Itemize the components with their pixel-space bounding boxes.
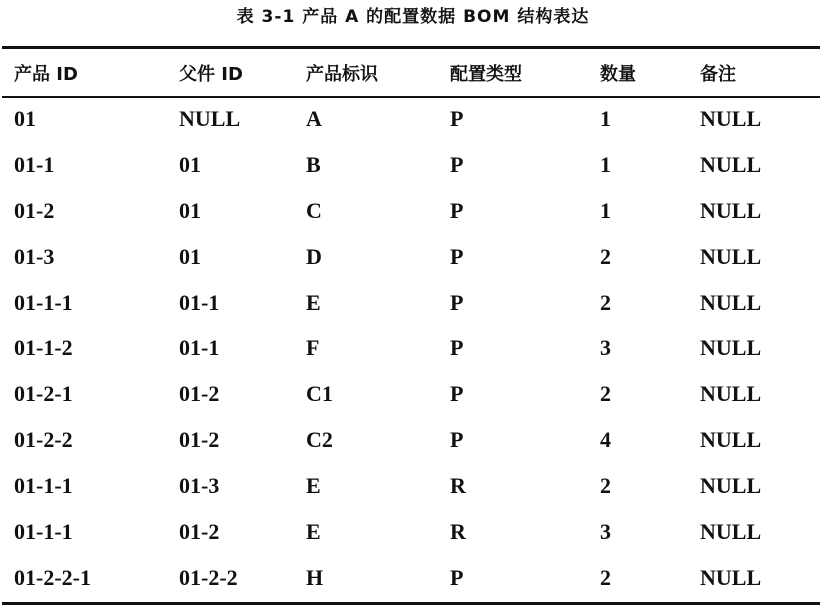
- cell-remark: NULL: [700, 473, 762, 499]
- cell-product-label: H: [306, 564, 324, 590]
- table-row: [2, 234, 820, 280]
- cell-product-id: 01-1-1: [14, 518, 73, 544]
- cell-remark: NULL: [700, 151, 762, 177]
- header-parent-id: 父件 ID: [179, 63, 243, 85]
- table-row: [2, 509, 820, 555]
- cell-config-type: P: [450, 335, 464, 361]
- cell-remark: NULL: [700, 381, 762, 407]
- cell-config-type: P: [450, 289, 464, 315]
- cell-config-type: P: [450, 197, 464, 223]
- cell-product-label: E: [306, 518, 321, 544]
- cell-parent-id: 01-2: [179, 381, 220, 407]
- cell-product-id: 01-1-2: [14, 335, 73, 361]
- header-quantity: 数量: [600, 63, 636, 85]
- table-row: [2, 325, 820, 371]
- cell-parent-id: 01-2: [179, 518, 220, 544]
- cell-product-id: 01-2: [14, 197, 55, 223]
- cell-product-id: 01-1: [14, 151, 55, 177]
- cell-product-label: C: [306, 197, 322, 223]
- cell-quantity: 2: [600, 243, 611, 269]
- cell-parent-id: NULL: [179, 105, 241, 131]
- table-body: [2, 96, 820, 601]
- cell-quantity: 3: [600, 335, 611, 361]
- cell-product-label: D: [306, 243, 322, 269]
- cell-product-label: A: [306, 105, 322, 131]
- table-row: [2, 96, 820, 142]
- cell-product-id: 01-3: [14, 243, 55, 269]
- table-row: [2, 188, 820, 234]
- table-row: [2, 371, 820, 417]
- header-product-label: 产品标识: [306, 63, 378, 85]
- cell-product-label: E: [306, 289, 321, 315]
- cell-remark: NULL: [700, 289, 762, 315]
- cell-config-type: R: [450, 473, 466, 499]
- cell-remark: NULL: [700, 518, 762, 544]
- cell-remark: NULL: [700, 427, 762, 453]
- cell-quantity: 2: [600, 473, 611, 499]
- cell-quantity: 4: [600, 427, 611, 453]
- cell-config-type: R: [450, 518, 466, 544]
- cell-parent-id: 01: [179, 197, 201, 223]
- cell-parent-id: 01-2: [179, 427, 220, 453]
- cell-config-type: P: [450, 427, 464, 453]
- cell-parent-id: 01: [179, 243, 201, 269]
- cell-parent-id: 01-3: [179, 473, 220, 499]
- cell-config-type: P: [450, 243, 464, 269]
- table-row: [2, 463, 820, 509]
- cell-parent-id: 01-2-2: [179, 564, 238, 590]
- header-product-id: 产品 ID: [14, 63, 78, 85]
- cell-parent-id: 01-1: [179, 289, 220, 315]
- cell-product-id: 01-1-1: [14, 473, 73, 499]
- cell-remark: NULL: [700, 335, 762, 361]
- cell-parent-id: 01-1: [179, 335, 220, 361]
- cell-product-label: B: [306, 151, 321, 177]
- cell-product-label: C1: [306, 381, 333, 407]
- cell-product-id: 01-2-2-1: [14, 564, 91, 590]
- cell-quantity: 3: [600, 518, 611, 544]
- cell-product-label: F: [306, 335, 320, 361]
- cell-product-label: C2: [306, 427, 333, 453]
- cell-config-type: P: [450, 105, 464, 131]
- table-header: [2, 49, 820, 96]
- cell-remark: NULL: [700, 197, 762, 223]
- cell-quantity: 1: [600, 197, 611, 223]
- cell-remark: NULL: [700, 564, 762, 590]
- cell-parent-id: 01: [179, 151, 201, 177]
- cell-quantity: 1: [600, 105, 611, 131]
- cell-product-id: 01-2-2: [14, 427, 73, 453]
- table-row: [2, 142, 820, 188]
- cell-quantity: 2: [600, 381, 611, 407]
- cell-config-type: P: [450, 381, 464, 407]
- bottom-rule: [2, 602, 820, 605]
- cell-product-id: 01-1-1: [14, 289, 73, 315]
- cell-product-id: 01: [14, 105, 36, 131]
- cell-quantity: 2: [600, 289, 611, 315]
- table-row: [2, 280, 820, 326]
- header-row: [2, 49, 820, 96]
- table-row: [2, 555, 820, 601]
- table-row: [2, 417, 820, 463]
- cell-config-type: P: [450, 564, 464, 590]
- cell-config-type: P: [450, 151, 464, 177]
- cell-product-label: E: [306, 473, 321, 499]
- cell-quantity: 1: [600, 151, 611, 177]
- cell-quantity: 2: [600, 564, 611, 590]
- header-config-type: 配置类型: [450, 63, 522, 85]
- bom-table: [2, 49, 820, 601]
- cell-remark: NULL: [700, 243, 762, 269]
- cell-remark: NULL: [700, 105, 762, 131]
- cell-product-id: 01-2-1: [14, 381, 73, 407]
- table-caption: 表 3-1 产品 A 的配置数据 BOM 结构表达: [236, 7, 590, 27]
- header-remark: 备注: [700, 63, 736, 85]
